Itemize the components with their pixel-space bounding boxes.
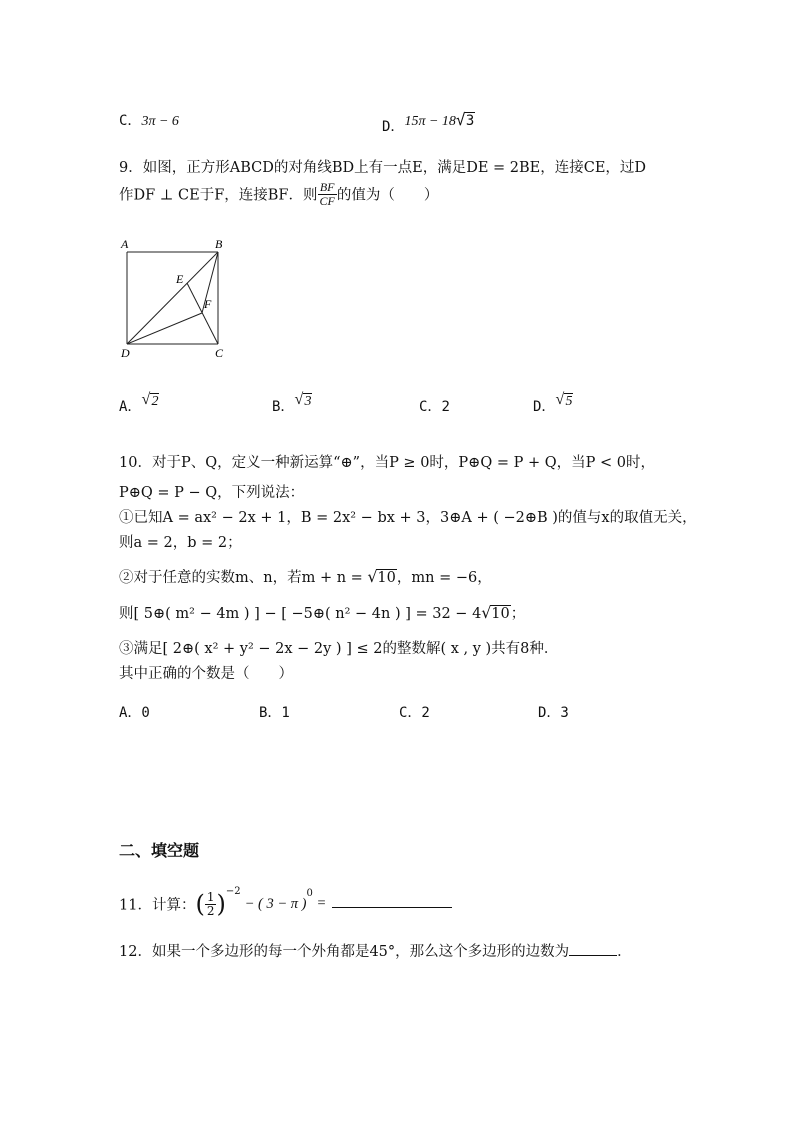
q12-text: 12．如果一个多边形的每一个外角都是45°，那么这个多边形的边数为 xyxy=(119,944,570,960)
q9-fraction xyxy=(318,181,337,207)
q9-line2-pre: 作DF ⊥ CE于F，连接BF．则 xyxy=(119,187,318,204)
q10-s2b-sqrt xyxy=(481,606,510,622)
segment-ec xyxy=(187,283,218,344)
q9-option-a-radicand: 2 xyxy=(151,394,159,409)
q10-s2b-post: ； xyxy=(510,606,526,622)
q9-frac-den: CF xyxy=(319,193,335,208)
q10-s2-sqrt xyxy=(367,570,396,586)
q9-option-b-label: B． xyxy=(272,399,295,415)
q11-line xyxy=(119,886,452,918)
label-c: C xyxy=(215,346,224,360)
q8-option-d-radicand: 3 xyxy=(465,113,475,129)
q10-option-a: A．0 xyxy=(119,705,150,721)
label-e: E xyxy=(176,272,184,286)
q8-option-c xyxy=(119,110,179,130)
q10-statement3: ③满足[ 2⊕( x² + y² − 2x − 2y ) ] ≤ 2的整数解( x , y )共有8种． xyxy=(119,641,559,657)
q10-option-d: D．3 xyxy=(538,705,569,721)
q8-option-d-expr: 15π − 18 xyxy=(404,114,456,129)
section-title: 二、填空题 xyxy=(119,841,200,860)
q11-answer-blank[interactable] xyxy=(332,907,452,908)
q10-option-c: C．2 xyxy=(399,705,430,721)
q8-option-d-sqrt xyxy=(456,113,475,129)
q11-eq: = xyxy=(312,895,327,912)
q9-option-d xyxy=(533,396,573,416)
q12-end: ． xyxy=(617,944,632,960)
q8-option-c-label: C． xyxy=(119,113,142,129)
q9-option-d-radicand: 5 xyxy=(565,394,573,409)
q10-line2: P⊕Q = P − Q，下列说法： xyxy=(119,485,305,501)
q9-option-a-label: A． xyxy=(119,399,142,415)
q9-option-b-sqrt xyxy=(294,394,312,410)
q10-s2b-pre: 则[ 5⊕( m² − 4m ) ] − [ −5⊕( n² − 4n ) ] = 32 − 4 xyxy=(119,606,482,622)
q9-option-b xyxy=(272,396,312,416)
q11-fraction xyxy=(205,891,217,917)
q11-frac-num: 1 xyxy=(206,889,215,904)
q10-s2-radicand: 10 xyxy=(377,570,396,586)
label-b: B xyxy=(215,237,223,251)
q11-rest: − ( 3 − π ) xyxy=(244,895,307,912)
q9-option-d-sqrt xyxy=(555,394,573,410)
q10-statement1-conclusion: 则a = 2，b = 2； xyxy=(119,535,242,551)
q10-question: 其中正确的个数是（ ） xyxy=(119,666,293,682)
segment-df xyxy=(127,313,202,344)
label-f: F xyxy=(204,297,212,311)
q11-exp0: 0 xyxy=(306,888,313,900)
q9-option-d-label: D． xyxy=(533,399,556,415)
q11-paren-close: ) xyxy=(216,890,226,918)
q10-option-b: B．1 xyxy=(259,705,290,721)
q11-paren-open: ( xyxy=(195,890,205,918)
q9-line2-post: 的值为（ ） xyxy=(336,187,439,204)
q8-option-c-expr: 3π − 6 xyxy=(141,114,179,129)
q9-option-c xyxy=(419,396,450,416)
q9-frac-num: BF xyxy=(318,181,337,195)
q12-answer-blank[interactable] xyxy=(569,955,617,956)
q9-line2 xyxy=(119,181,438,207)
q10-statement1: ①已知A = ax² − 2x + 1，B = 2x² − bx + 3，3⊕A + ( −2⊕B )的值与x的取值无关， xyxy=(119,510,697,526)
q10-statement2 xyxy=(119,566,492,587)
q10-s2-pre: ②对于任意的实数m、n，若m + n = xyxy=(119,570,368,586)
q8-option-d xyxy=(382,110,475,135)
q10-statement2-conclusion xyxy=(119,602,525,623)
q10-s2-post: ，mn = −6， xyxy=(396,570,492,586)
q11-frac-den: 2 xyxy=(206,903,215,918)
q10-line1: 10．对于P、Q，定义一种新运算“⊕”，当P ≥ 0时，P⊕Q = P + Q，当P < 0时， xyxy=(119,455,655,471)
q10-s2b-radicand: 10 xyxy=(491,606,510,622)
q9-option-b-radicand: 3 xyxy=(304,394,312,409)
q9-option-a-sqrt xyxy=(141,394,159,410)
q8-option-d-label: D． xyxy=(382,119,405,135)
label-a: A xyxy=(121,237,129,251)
q11-exponent: −2 xyxy=(225,886,241,898)
q11-label: 11．计算： xyxy=(119,897,196,914)
q9-option-a xyxy=(119,396,159,416)
label-d: D xyxy=(121,346,130,360)
q9-option-c-label: C． xyxy=(419,399,442,415)
q9-figure xyxy=(114,236,234,361)
q9-line1: 9．如图，正方形ABCD的对角线BD上有一点E，满足DE = 2BE，连接CE，过D xyxy=(119,160,647,176)
q12-line xyxy=(119,940,632,961)
q9-option-c-text: 2 xyxy=(441,399,450,415)
